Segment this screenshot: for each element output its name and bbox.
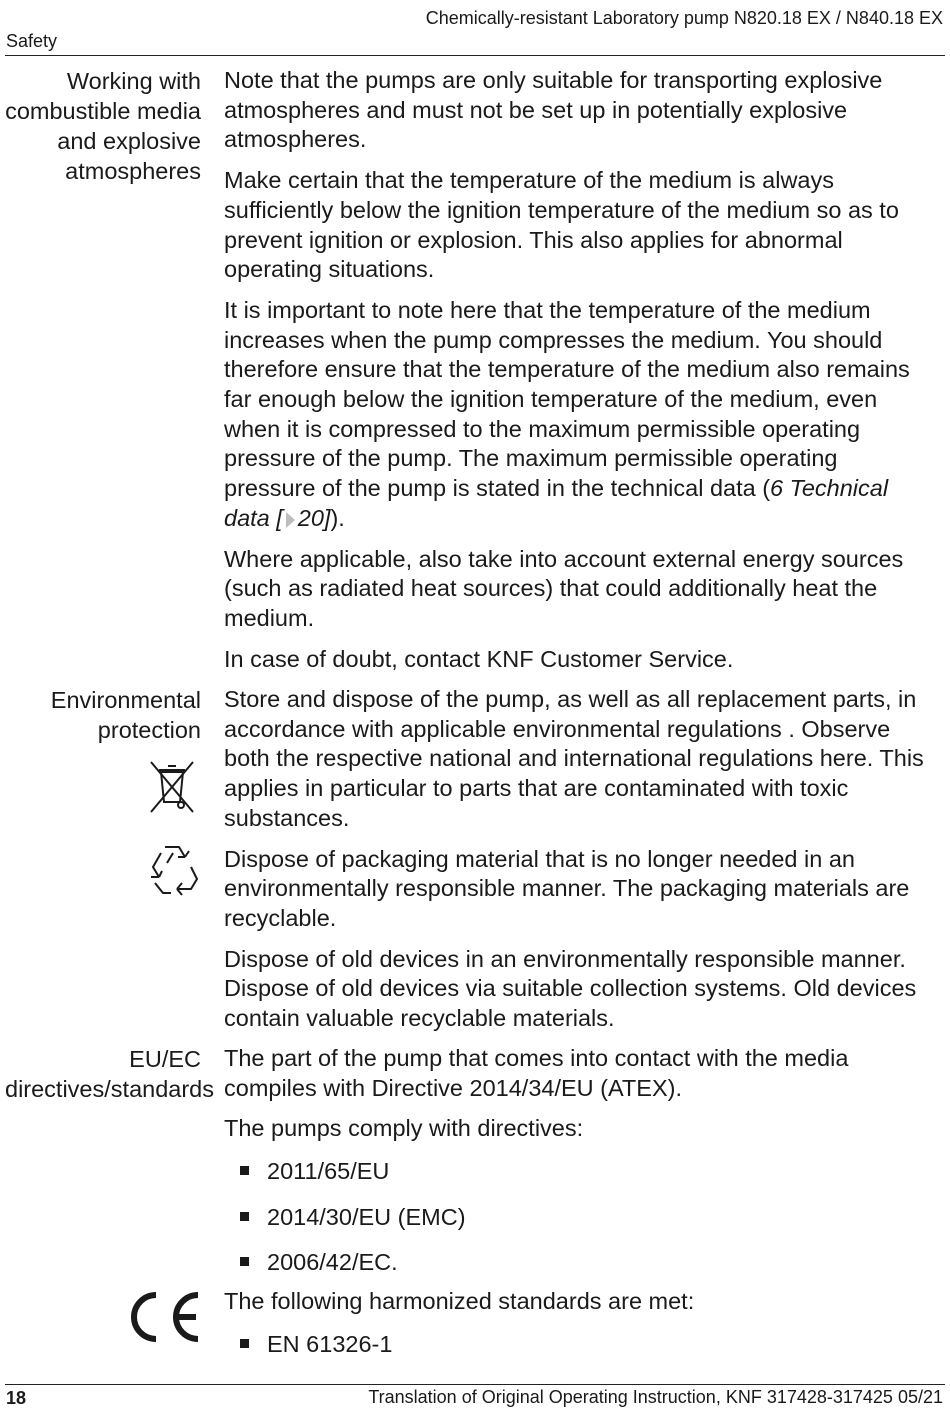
section-name: Safety [6,31,58,51]
paragraph-text-end: ). [330,504,345,531]
list-item: 2006/42/EC. [224,1247,924,1277]
header-divider [5,55,945,56]
paragraph: Dispose of old devices in an environmentally responsible manner. Dispose of old devices via suitable collection systems. Old devices contain valuable recyclable materials. [224,945,917,1032]
directives-list [224,1156,924,1277]
paragraph: Dispose of packaging material that is no longer needed in an environmentally responsible manner. The packaging materials are recyclable. [224,845,910,931]
page-number: 18 [6,1388,27,1408]
standards-list [224,1329,924,1359]
document-title: Chemically-resistant Laboratory pump N820.18 EX / N840.18 EX [425,8,943,28]
paragraph: Note that the pumps are only suitable for transporting explosive atmospheres and must not be set up in potentially explosive atmospheres. [224,67,883,153]
footer-text: Translation of Original Operating Instruction, KNF 317428-317425 05/21 [368,1387,943,1407]
section-combustible-media [224,66,924,674]
section-environmental-protection [224,685,924,1034]
paragraph: Where applicable, also take into account external energy sources (such as radiated heat sources) that could additionally heat the medium. [224,545,904,631]
ce-mark-icon [124,1290,202,1344]
list-item: EN 61326-1 [224,1329,924,1359]
paragraph: The following harmonized standards are met: [224,1288,695,1315]
paragraph-text: It is important to note here that the temperature of the medium increases when the pump compresses the medium. You should therefore ensure that the temperature of the medium also remains far enough below the ignition temperature of the medium, even when it is compressed to the maximum permissible operating pressure of the pump. The maximum permissible operating pressure of the pump is stated in the technical data ( [224,296,910,502]
paragraph: Store and dispose of the pump, as well as all replacement parts, in accordance with applicable environmental regulations . Observe both the respective national and international regulations here. This applies in particular to parts that are contaminated with toxic substances. [224,686,924,831]
recycling-arrows-icon [145,843,201,897]
side-heading-eu-directives: EU/EC directives/standards [5,1046,214,1102]
paragraph: The part of the pump that comes into contact with the media compiles with Directive 2014/34/EU (ATEX). [224,1045,849,1101]
section-eu-directives [224,1044,924,1374]
paragraph: Make certain that the temperature of the medium is always sufficiently below the ignition temperature of the medium so as to prevent ignition or explosion. This also applies for abnormal operating situations. [224,167,899,283]
paragraph: The pumps comply with directives: [224,1115,584,1142]
cross-reference-text: 6 Technical data [ [224,475,889,531]
triangle-link-icon [286,512,295,528]
paragraph: In case of doubt, contact KNF Customer Service. [224,645,734,672]
side-heading-combustible-media: Working with combustible media and explosive atmospheres [5,68,201,184]
list-item: 2014/30/EU (EMC) [224,1202,924,1232]
crossed-out-wheelie-bin-icon [147,760,197,814]
side-heading-environmental-protection: Environmental protection [50,687,201,743]
cross-reference-page: 20] [297,504,331,531]
paragraph [224,296,924,534]
list-item: 2011/65/EU [224,1156,924,1186]
